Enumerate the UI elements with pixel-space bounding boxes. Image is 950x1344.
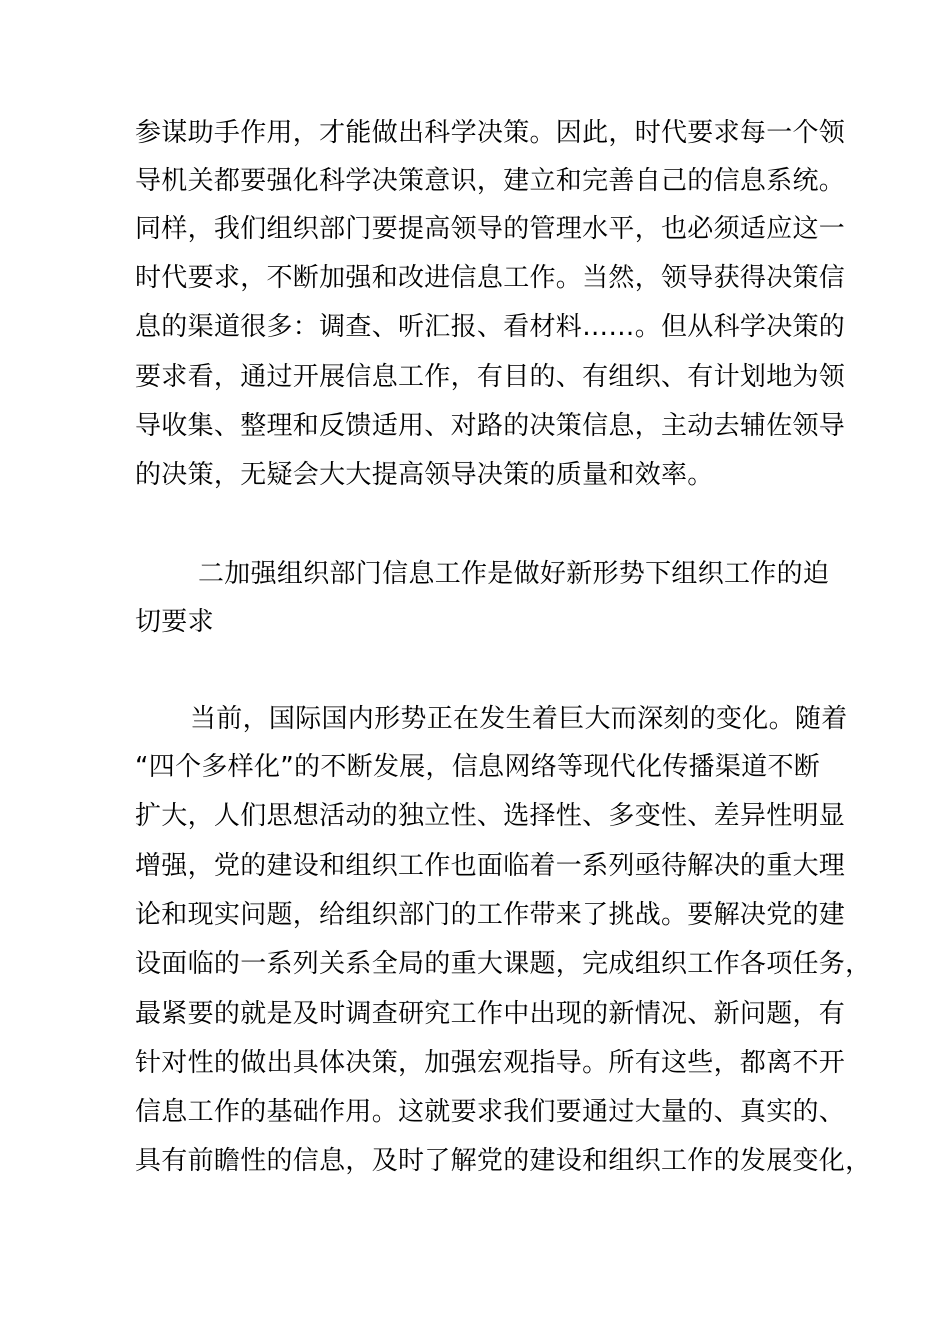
paragraph2-line: “四个多样化”的不断发展，信息网络等现代化传播渠道不断 xyxy=(135,752,821,782)
paragraph1-line: 导机关都要强化科学决策意识，建立和完善自己的信息系统。 xyxy=(135,166,846,196)
paragraph2-line: 当前，国际国内形势正在发生着巨大而深刻的变化。随着 xyxy=(190,704,848,734)
paragraph1-line: 要求看，通过开展信息工作，有目的、有组织、有计划地为领 xyxy=(135,362,846,392)
paragraph2-line: 最紧要的就是及时调查研究工作中出现的新情况、新问题，有 xyxy=(135,999,846,1029)
paragraph2-line: 增强，党的建设和组织工作也面临着一系列亟待解决的重大理 xyxy=(135,851,846,881)
section-heading-line: 切要求 xyxy=(135,607,214,637)
paragraph1-line: 参谋助手作用，才能做出科学决策。因此，时代要求每一个领 xyxy=(135,118,846,148)
paragraph2-line: 针对性的做出具体决策，加强宏观指导。所有这些，都离不开 xyxy=(135,1048,846,1078)
paragraph1-line: 时代要求，不断加强和改进信息工作。当然，领导获得决策信 xyxy=(135,263,846,293)
paragraph2-line: 设面临的一系列关系全局的重大课题，完成组织工作各项任务， xyxy=(135,949,872,979)
paragraph1-line: 的决策，无疑会大大提高领导决策的质量和效率。 xyxy=(135,460,714,490)
paragraph2-line: 具有前瞻性的信息，及时了解党的建设和组织工作的发展变化， xyxy=(135,1146,872,1176)
paragraph2-line: 论和现实问题，给组织部门的工作带来了挑战。要解决党的建 xyxy=(135,900,846,930)
section-heading-line: 二加强组织部门信息工作是做好新形势下组织工作的迫 xyxy=(198,559,830,589)
paragraph2-line: 扩大，人们思想活动的独立性、选择性、多变性、差异性明显 xyxy=(135,801,846,831)
paragraph1-line: 导收集、整理和反馈适用、对路的决策信息，主动去辅佐领导 xyxy=(135,411,846,441)
paragraph1-line: 息的渠道很多：调查、听汇报、看材料……。但从科学决策的 xyxy=(135,312,846,342)
paragraph1-line: 同样，我们组织部门要提高领导的管理水平，也必须适应这一 xyxy=(135,214,846,244)
paragraph2-line: 信息工作的基础作用。这就要求我们要通过大量的、真实的、 xyxy=(135,1097,846,1127)
